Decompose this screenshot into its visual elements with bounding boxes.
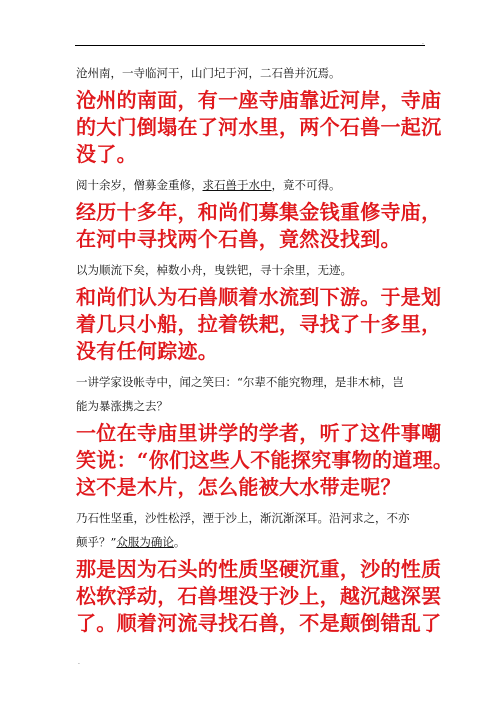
classical-line <box>76 175 426 195</box>
translation-line: 没了。 <box>76 142 137 166</box>
translation-line: 和尚们认为石兽顺着水流到下游。于是划 <box>76 285 442 309</box>
translation-line: 松软浮动，石兽埋没于沙上，越沉越深罢 <box>76 584 442 608</box>
classical-text: 颠乎？” <box>76 535 117 549</box>
translation-line: 经历十多年，和尚们募集金钱重修寺庙， <box>76 200 442 224</box>
classical-line: 沧州南，一寺临河干，山门圮于河，二石兽并沉焉。 <box>76 66 341 80</box>
header-rule <box>75 45 425 46</box>
translation-line: 沧州的南面，有一座寺庙靠近河岸，寺庙 <box>76 88 442 112</box>
classical-text: 阅十余岁，僧募金重修， <box>76 178 203 192</box>
translation-line: 的大门倒塌在了河水里，两个石兽一起沉 <box>76 115 442 139</box>
translation-line: 了。顺着河流寻找石兽，不是颠倒错乱了 <box>76 611 442 635</box>
translation-line: 着几只小船，拉着铁耙，寻找了十多里， <box>76 312 442 336</box>
classical-text: ，竟不可得。 <box>271 178 341 192</box>
translation-line: 这不是木片，怎么能被大水带走呢？ <box>76 475 401 499</box>
classical-line: 以为顺流下矣，棹数小舟，曳铁钯，寻十余里，无迹。 <box>76 263 352 277</box>
translation-line: 在河中寻找两个石兽，竟然没找到。 <box>76 227 401 251</box>
classical-line: 一讲学家设帐寺中，闻之笑曰：“尔辈不能究物理，是非木柿，岂 <box>76 375 404 389</box>
translation-line: 一位在寺庙里讲学的学者，听了这件事嘲 <box>76 421 442 445</box>
classical-line: 乃石性坚重，沙性松浮，湮于沙上，渐沉渐深耳。沿河求之，不亦 <box>76 511 410 525</box>
underlined-phrase: 求石兽于水中 <box>202 178 272 192</box>
underlined-phrase: 众服为确论 <box>116 535 174 549</box>
classical-line: 能为暴涨携之去？ <box>76 399 168 413</box>
translation-line: 没有任何踪迹。 <box>76 339 219 363</box>
classical-text: 。 <box>173 535 186 549</box>
translation-line: 那是因为石头的性质坚硬沉重，沙的性质 <box>76 557 442 581</box>
corner-mark-top: . <box>422 39 424 46</box>
translation-line: 笑说：“你们这些人不能探究事物的道理。 <box>76 448 454 472</box>
classical-line <box>76 532 426 552</box>
document-body <box>76 63 454 637</box>
corner-mark-bottom: . <box>78 659 80 666</box>
